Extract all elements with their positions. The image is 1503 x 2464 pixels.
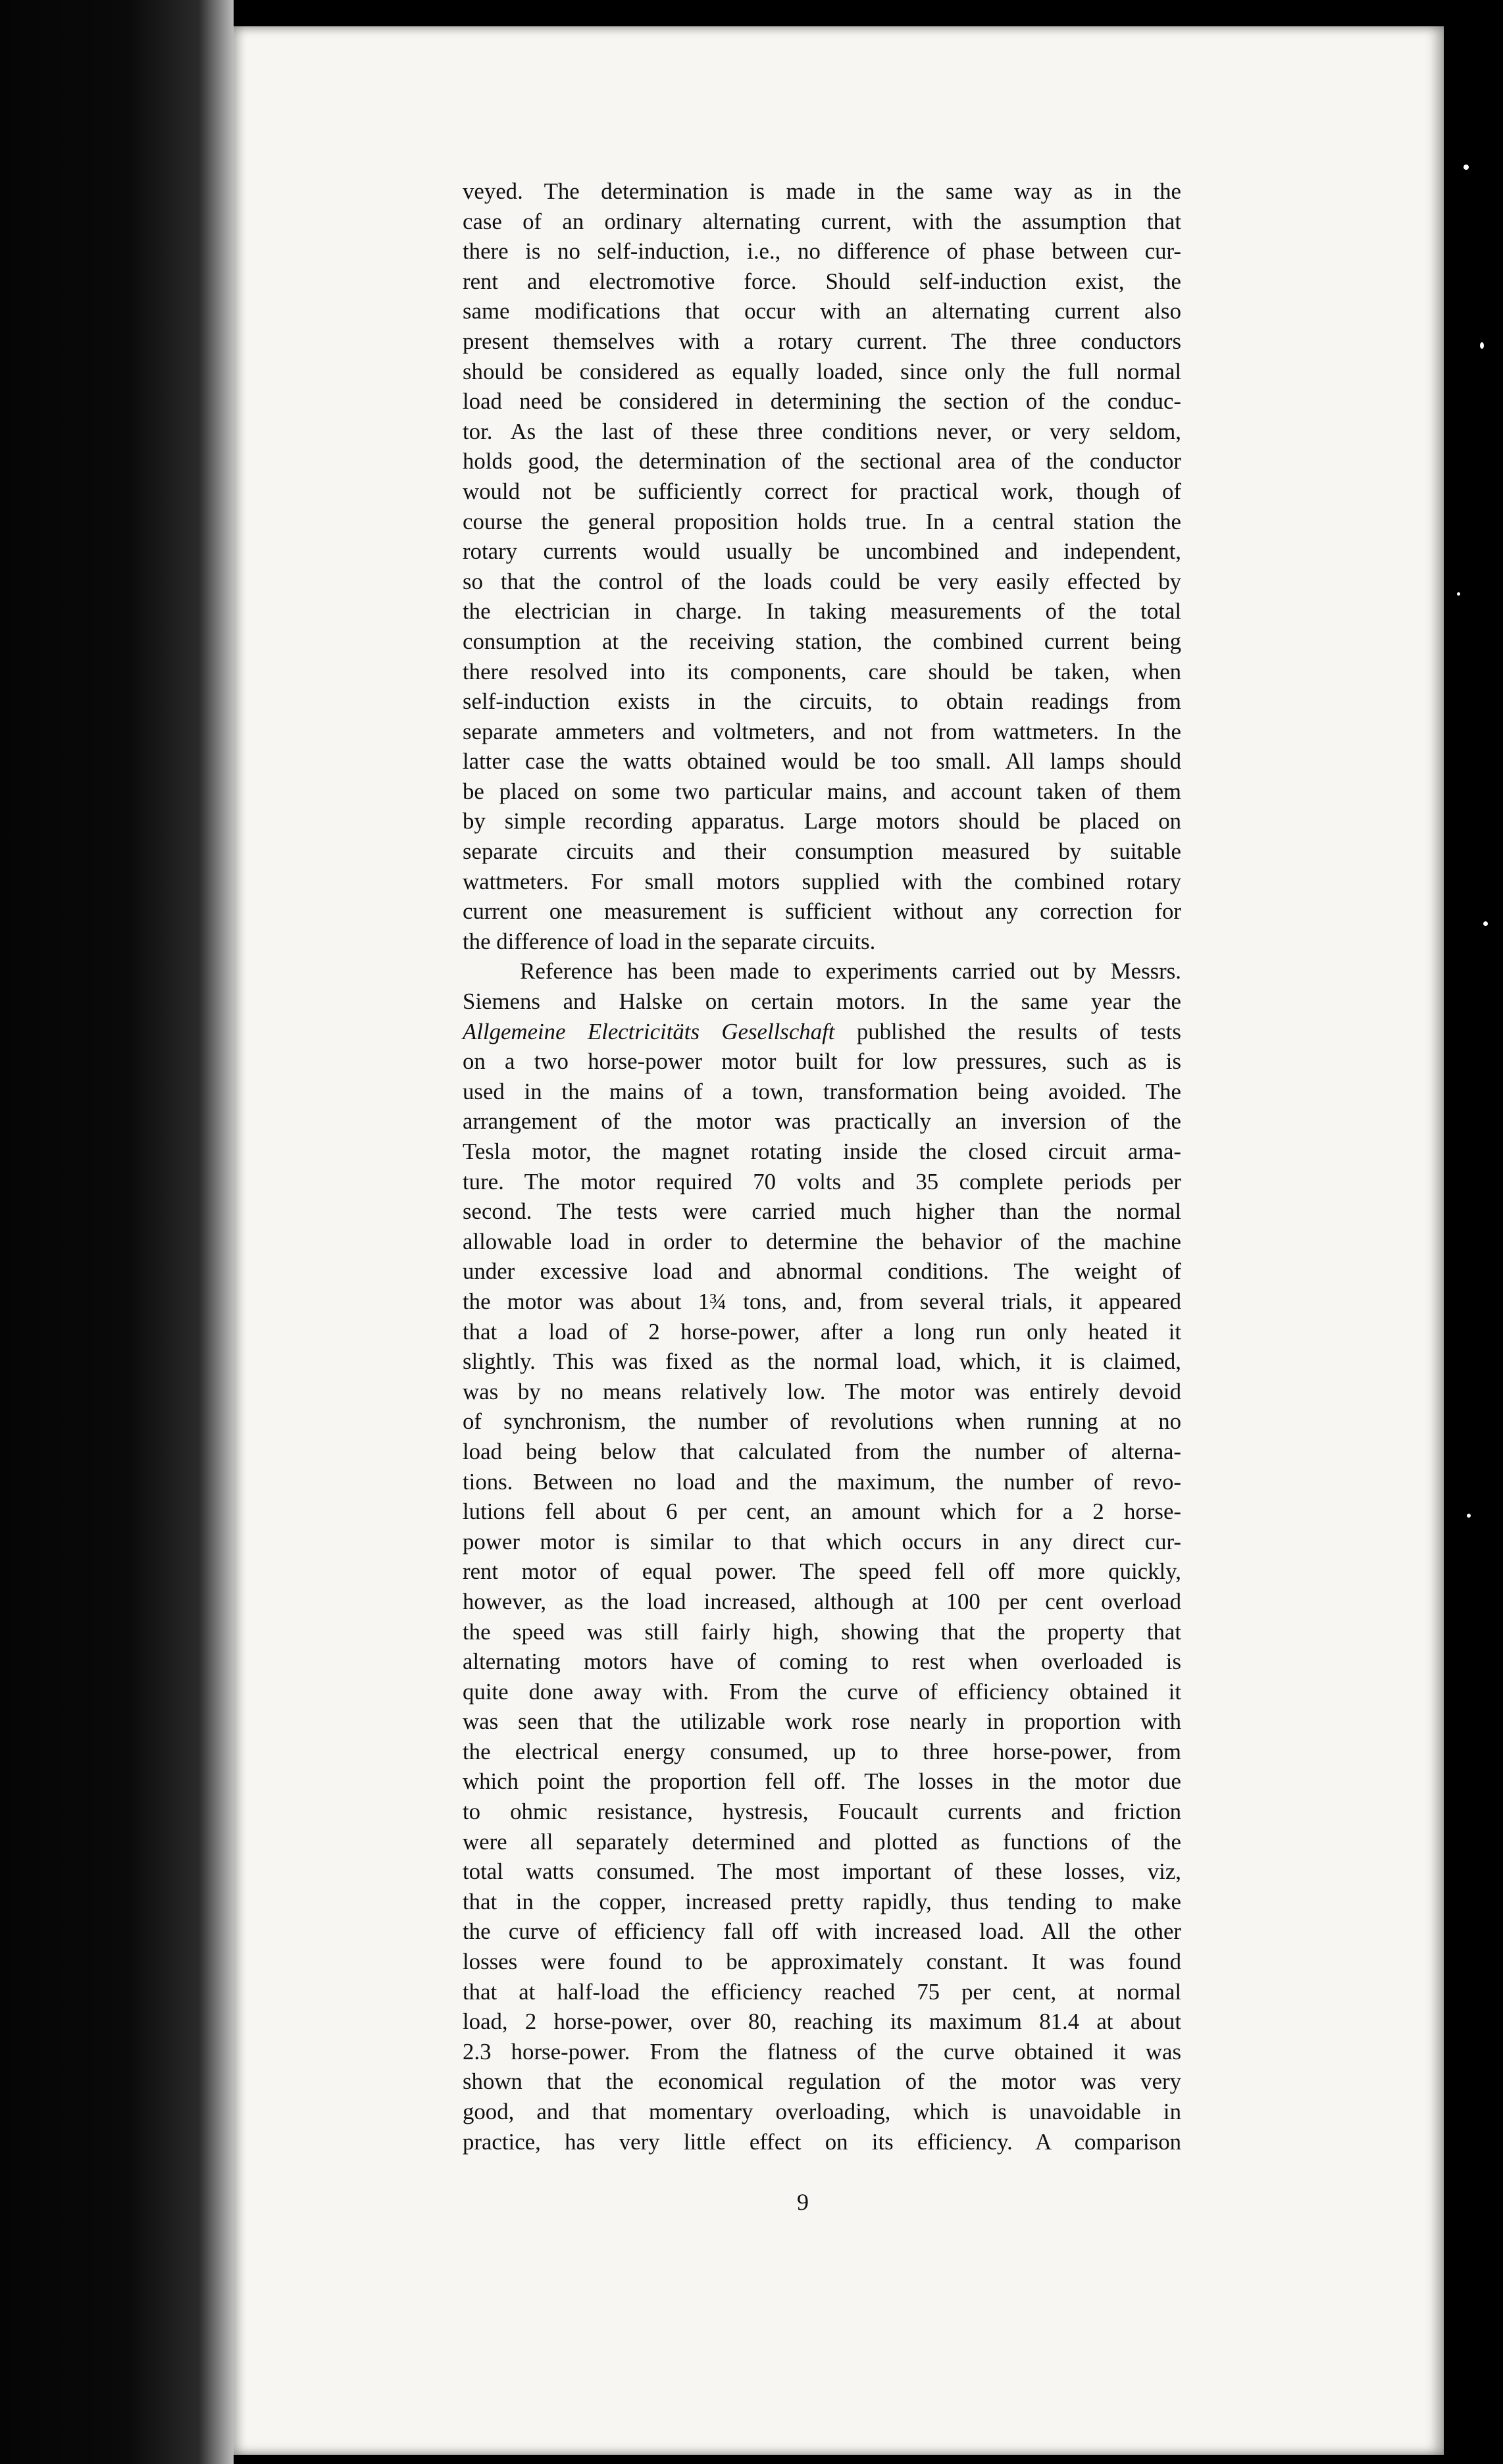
text-line: power motor is similar to that which occurs in any direct cur- [463, 1528, 1181, 1554]
scan-background-right [1444, 0, 1503, 2464]
text-line: same modifications that occur with an alternating current also [463, 298, 1181, 324]
text-line: should be considered as equally loaded, since only the full normal [463, 358, 1181, 384]
text-line: so that the control of the loads could be very easily effected by [463, 568, 1181, 594]
text-line: rent and electromotive force. Should self-induction exist, the [463, 268, 1181, 294]
text-line: alternating motors have of coming to rest when overloaded is [463, 1649, 1181, 1675]
text-line: however, as the load increased, although at 100 per cent overload [463, 1588, 1181, 1614]
text-line: the difference of load in the separate circuits. [463, 928, 876, 954]
text-line: to ohmic resistance, hystresis, Foucault currents and friction [463, 1799, 1181, 1825]
text-line: was seen that the utilizable work rose nearly in proportion with [463, 1708, 1181, 1735]
text-line: was by no means relatively low. The motor was entirely devoid [463, 1378, 1181, 1404]
scan-speck [1457, 592, 1460, 596]
text-line: latter case the watts obtained would be too small. All lamps should [463, 748, 1181, 775]
text-line: slightly. This was fixed as the normal load, which, it is claimed, [463, 1348, 1181, 1375]
text-line: the curve of efficiency fall off with increased load. All the other [463, 1918, 1181, 1945]
text-line: which point the proportion fell off. The losses in the motor due [463, 1768, 1181, 1795]
text-line: that in the copper, increased pretty rapidly, thus tending to make [463, 1888, 1181, 1914]
text-line: lutions fell about 6 per cent, an amount which for a 2 horse- [463, 1499, 1181, 1525]
text-line: present themselves with a rotary current. The three conductors [463, 328, 1181, 354]
text-line: self-induction exists in the circuits, to obtain readings from [463, 688, 1181, 715]
scan-speck [1480, 342, 1484, 349]
text-line: load, 2 horse-power, over 80, reaching its maximum 81.4 at about [463, 2009, 1181, 2035]
text-line: wattmeters. For small motors supplied with the combined rotary [463, 868, 1181, 894]
text-line: under excessive load and abnormal conditions. The weight of [463, 1258, 1181, 1285]
text-line: course the general proposition holds true. In a central station the [463, 508, 1181, 534]
text-line: arrangement of the motor was practically an inversion of the [463, 1108, 1181, 1135]
scan-background-left [0, 0, 234, 2464]
text-line: allowable load in order to determine the behavior of the machine [463, 1228, 1181, 1254]
text-line: Allgemeine Electricitäts Gesellschaft published the results of tests [463, 1018, 1181, 1044]
text-line: good, and that momentary overloading, which is unavoidable in [463, 2099, 1181, 2124]
text-line: veyed. The determination is made in the same way as in the [463, 178, 1181, 204]
text-line: ture. The motor required 70 volts and 35 complete periods per [463, 1168, 1181, 1194]
text-line: by simple recording apparatus. Large motors should be placed on [463, 808, 1181, 834]
text-line: the motor was about 1¾ tons, and, from several trials, it appeared [463, 1288, 1181, 1314]
text-line: separate ammeters and voltmeters, and not from wattmeters. In the [463, 718, 1181, 744]
text-line: separate circuits and their consumption measured by suitable [463, 838, 1181, 865]
text-line: load need be considered in determining the section of the conduc- [463, 388, 1181, 415]
text-line: consumption at the receiving station, the combined current being [463, 628, 1181, 654]
text-line: were all separately determined and plotted as functions of the [463, 1828, 1181, 1855]
text-column [463, 176, 1181, 2157]
text-line: that at half-load the efficiency reached 75 per cent, at normal [463, 1978, 1181, 2005]
text-line: case of an ordinary alternating current, with the assumption that [463, 208, 1181, 234]
text-line: quite done away with. From the curve of efficiency obtained it [463, 1678, 1181, 1705]
text-line: the electrician in charge. In taking measurements of the total [463, 598, 1181, 625]
text-line: holds good, the determination of the sectional area of the conductor [463, 448, 1181, 475]
text-line: second. The tests were carried much higher than the normal [463, 1198, 1181, 1225]
scan-speck [1464, 165, 1469, 170]
text-line: that a load of 2 horse-power, after a long run only heated it [463, 1318, 1181, 1345]
paragraph-1 [463, 176, 1181, 956]
text-line: Siemens and Halske on certain motors. In the same year the [463, 988, 1181, 1015]
text-line: rent motor of equal power. The speed fell off more quickly, [463, 1558, 1181, 1585]
text-line: Tesla motor, the magnet rotating inside the closed circuit arma- [463, 1139, 1181, 1164]
text-line: the electrical energy consumed, up to three horse-power, from [463, 1738, 1181, 1764]
text-line: on a two horse-power motor built for low pressures, such as is [463, 1048, 1181, 1075]
text-line: of synchronism, the number of revolutions when running at no [463, 1408, 1181, 1435]
text-line: practice, has very little effect on its efficiency. A comparison [463, 2128, 1181, 2155]
scan-speck [1467, 1514, 1471, 1518]
scan-speck [1483, 921, 1488, 926]
text-line: tions. Between no load and the maximum, the number of revo- [463, 1468, 1181, 1495]
company-name-italic: Allgemeine Electricitäts Gesellschaft [463, 1018, 835, 1044]
text-line: the speed was still fairly high, showing that the property that [463, 1618, 1181, 1645]
text-line: shown that the economical regulation of the motor was very [463, 2068, 1181, 2095]
text-line: rotary currents would usually be uncombined and independent, [463, 538, 1181, 565]
text-line: tor. As the last of these three conditions never, or very seldom, [463, 418, 1181, 444]
text-line: there resolved into its components, care should be taken, when [463, 658, 1181, 684]
text-line: losses were found to be approximately constant. It was found [463, 1949, 1181, 1975]
paragraph-2 [463, 956, 1181, 2157]
text-line: would not be sufficiently correct for practical work, though of [463, 478, 1181, 504]
text-line: used in the mains of a town, transformation being avoided. The [463, 1078, 1181, 1104]
text-line: load being below that calculated from the number of alterna- [463, 1438, 1181, 1464]
text-line: total watts consumed. The most important of these losses, viz, [463, 1859, 1181, 1885]
text-line: Reference has been made to experiments carried out by Messrs. [520, 958, 1181, 985]
text-line: be placed on some two particular mains, and account taken of them [463, 778, 1181, 804]
text-line: current one measurement is sufficient without any correction for [463, 898, 1181, 925]
page-number: 9 [797, 2189, 809, 2215]
text-line: 2.3 horse-power. From the flatness of the curve obtained it was [463, 2038, 1181, 2065]
text-line: there is no self-induction, i.e., no difference of phase between cur- [463, 238, 1181, 265]
